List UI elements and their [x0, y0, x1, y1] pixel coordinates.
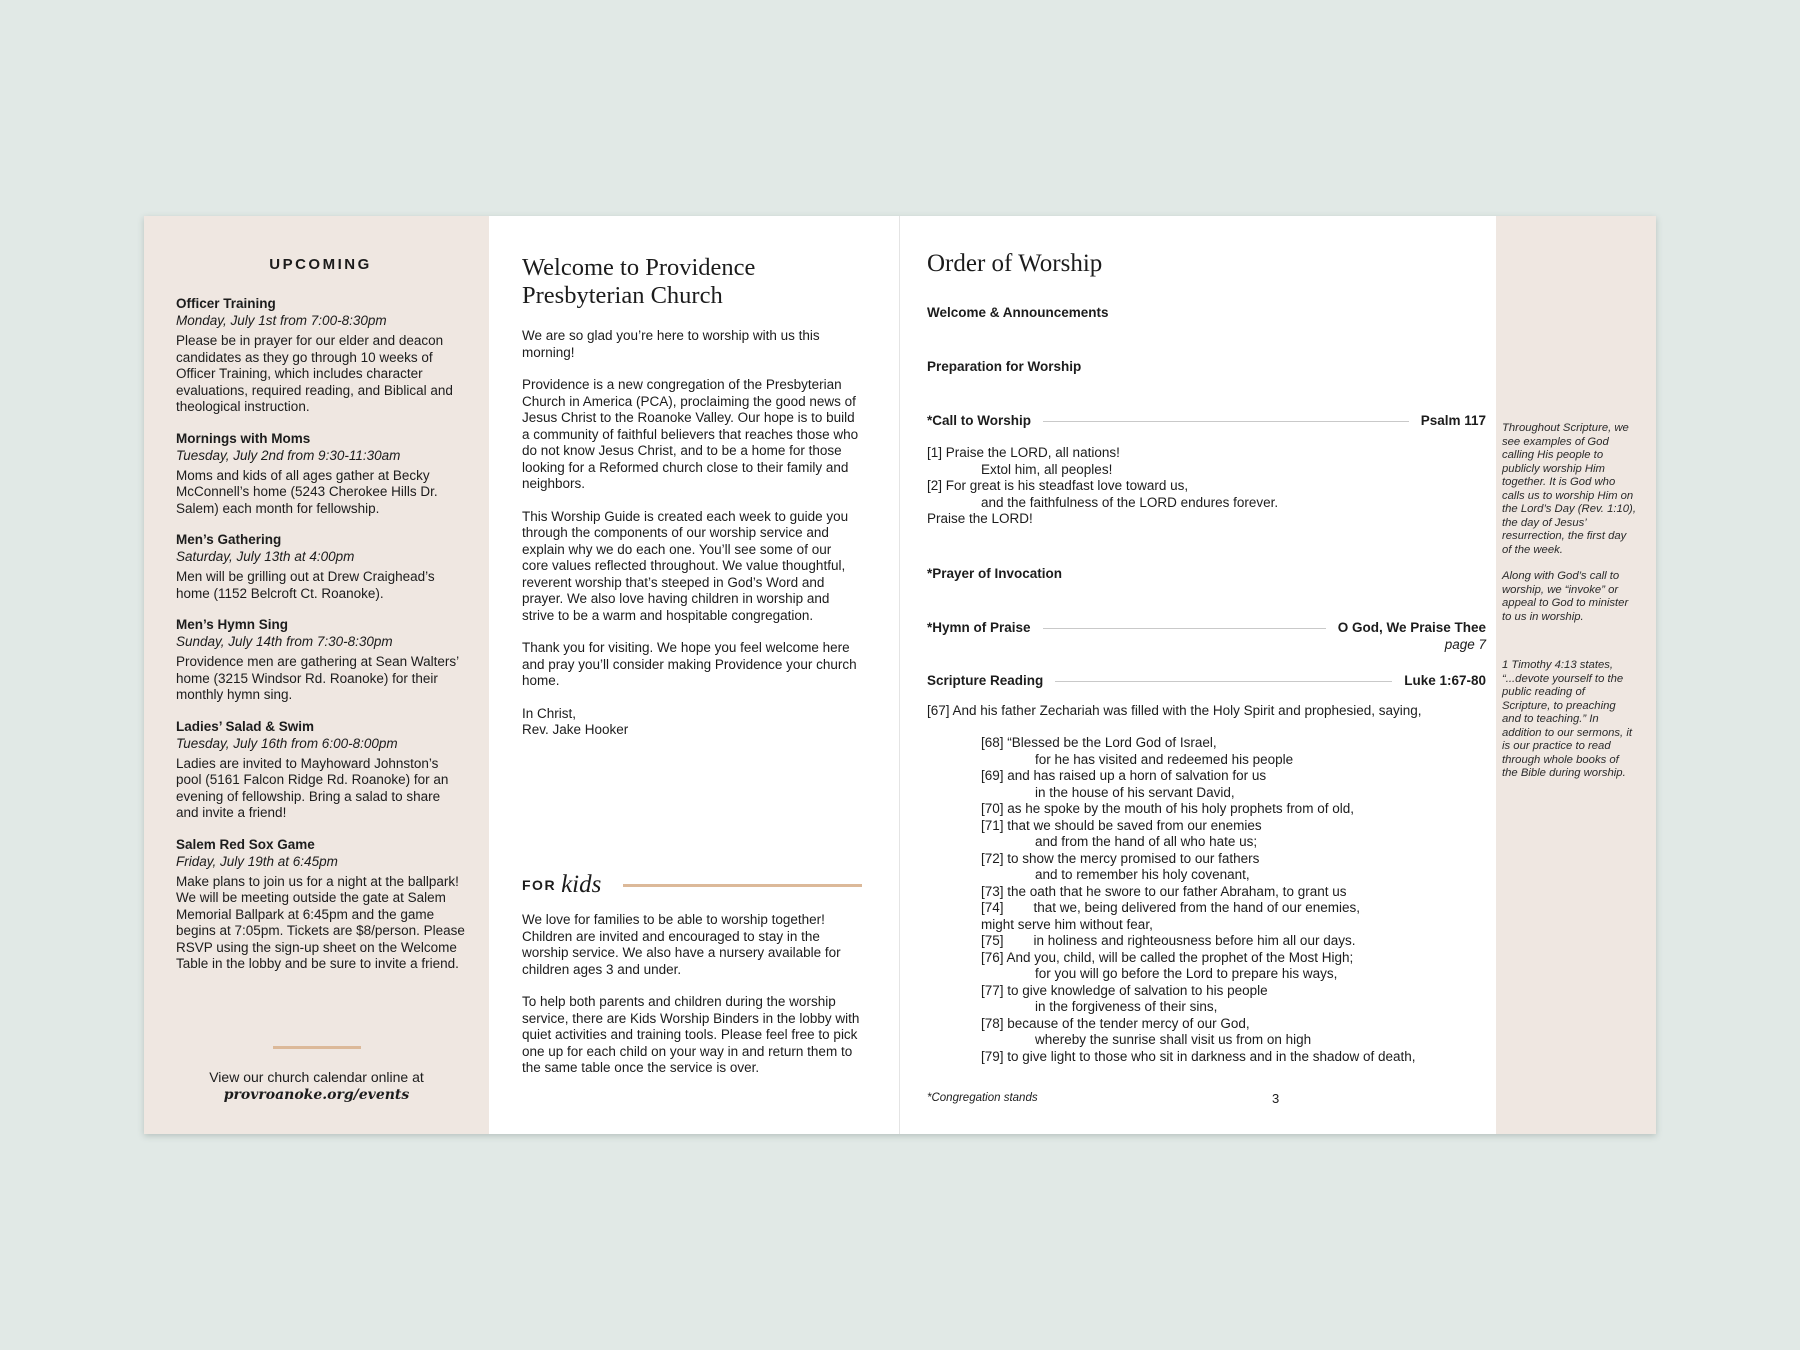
welcome-paragraph: This Worship Guide is created each week to guide you through the components of our worship service and explain why we do each one. You’ll see some of our core values reflected throughout. We value thoughtful, reverent worship that’s steeped in God’s Word and prayer. We also love having children in worship and strive to be a warm and hospitable congregation.	[522, 508, 849, 623]
verse-line: [1] Praise the LORD, all nations!	[927, 445, 1120, 460]
verse-line: [76] And you, child, will be called the prophet of the Most High;	[981, 949, 1354, 965]
verse-line: [68] “Blessed be the Lord God of Israel,	[981, 735, 1217, 750]
section-divider	[273, 1046, 361, 1049]
verse-line: might serve him without fear,	[981, 916, 1153, 932]
verse-line: [71] that we should be saved from our enemies	[981, 817, 1262, 833]
order-of-worship-panel	[900, 216, 1496, 1134]
verse-line: [70] as he spoke by the mouth of his holy prophets from of old,	[981, 801, 1354, 816]
margin-note: 1 Timothy 4:13 states, “...devote yourself to the public reading of Scripture, to preaching and to teaching.” In addition to our sermons, it is our practice to read through whole books of the Bible during worship.	[1502, 659, 1632, 779]
upcoming-panel	[144, 216, 489, 1134]
call-to-worship-text	[927, 445, 1486, 528]
kids-paragraph: To help both parents and children during the worship service, there are Kids Worship Binders in the lobby with quiet activities and training tools. Please feel free to pick one up for each child on your way in and return them to the same table once the service is over.	[522, 994, 860, 1075]
call-to-worship-ref: Psalm 117	[1420, 413, 1486, 428]
worship-item	[927, 304, 1486, 321]
leader-rule	[1043, 421, 1409, 422]
event-title: Officer Training	[176, 296, 276, 311]
verse-line: [73] the oath that he swore to our father Abraham, to grant us	[981, 883, 1347, 899]
verse-line: [75] in holiness and righteousness before him all our days.	[981, 933, 1356, 948]
worship-item	[927, 358, 1486, 375]
kids-paragraph: We love for families to be able to worship together! Children are invited and encouraged to stay in the worship service. We also have a nursery available for children ages 3 and under.	[522, 912, 841, 977]
event-description: Make plans to join us for a night at the ballpark! We will be meeting outside the gate at Salem Memorial Ballpark at 6:45pm and the game begins at 7:05pm. Tickets are $8/person. Please RSVP using the sign-up sheet on the Welcome Table in the lobby and be sure to invite a friend.	[176, 873, 465, 971]
call-to-worship-label: *Call to Worship	[927, 413, 1032, 428]
scripture-reading-label: Scripture Reading	[927, 672, 1044, 688]
event-title: Ladies’ Salad & Swim	[176, 718, 315, 734]
calendar-note	[144, 1068, 489, 1104]
verse-line: and to remember his holy covenant,	[1035, 867, 1250, 882]
calendar-link[interactable]: provroanoke.org/events	[223, 1087, 410, 1103]
verse-line: Extol him, all peoples!	[981, 461, 1113, 477]
verse-line: [2] For great is his steadfast love toward us,	[927, 478, 1189, 493]
event-title: Men’s Hymn Sing	[176, 617, 289, 632]
hymn-label: *Hymn of Praise	[927, 619, 1031, 635]
event-item	[176, 531, 465, 602]
leader-rule	[1043, 628, 1326, 629]
worship-item-hymn	[927, 619, 1486, 636]
welcome-paragraph: We are so glad you’re here to worship with us this morning!	[522, 328, 820, 360]
leader-rule	[1055, 681, 1392, 682]
welcome-title: Welcome to Providence Presbyterian Church	[522, 254, 756, 309]
verse-line: [79] to give light to those who sit in darkness and in the shadow of death,	[981, 1048, 1416, 1064]
verse-line: for he has visited and redeemed his people	[1035, 751, 1294, 767]
verse-line: [78] because of the tender mercy of our God,	[981, 1015, 1250, 1031]
worship-item-invocation	[927, 565, 1486, 582]
upcoming-heading: UPCOMING	[269, 256, 372, 273]
verse-line: and the faithfulness of the LORD endures forever.	[981, 494, 1279, 510]
verse-line: Praise the LORD!	[927, 511, 1033, 526]
verse-line: [74] that we, being delivered from the hand of our enemies,	[981, 900, 1360, 915]
for-kids-body	[522, 912, 861, 1093]
event-description: Please be in prayer for our elder and deacon candidates as they go through 10 weeks of Officer Training, which includes character evaluations, required reading, and Biblical and theological instruction.	[176, 333, 453, 414]
event-title: Mornings with Moms	[176, 430, 311, 446]
verse-line: [69] and has raised up a horn of salvation for us	[981, 768, 1267, 783]
event-item	[176, 430, 465, 518]
page-footer	[927, 1092, 1487, 1104]
event-item	[176, 295, 465, 416]
margin-note: Throughout Scripture, we see examples of God calling His people to publicly worship Him together. It is God who calls us to worship Him on the Lord’s Day (Rev. 1:10), the day of Jesus’ resurrection, the first day of the week.	[1502, 422, 1636, 556]
event-description: Moms and kids of all ages gather at Becky McConnell’s home (5243 Cherokee Hills Dr. Salem) each month for fellowship.	[176, 467, 438, 516]
kids-label: kids	[561, 871, 602, 898]
welcome-announcements-label: Welcome & Announcements	[927, 305, 1109, 320]
event-date: Saturday, July 13th at 4:00pm	[176, 549, 355, 564]
scripture-text	[927, 703, 1486, 1066]
event-title: Men’s Gathering	[176, 532, 282, 547]
event-item	[176, 836, 465, 973]
verse-line: [67] And his father Zechariah was filled with the Holy Spirit and prophesied, saying,	[927, 702, 1422, 718]
for-kids-heading	[522, 870, 862, 900]
event-date: Friday, July 19th at 6:45pm	[176, 853, 338, 869]
heading-rule	[623, 884, 862, 887]
scripture-reading-ref: Luke 1:67-80	[1404, 672, 1486, 688]
verse-line: for you will go before the Lord to prepare his ways,	[1035, 966, 1338, 981]
for-label: FOR	[522, 877, 557, 893]
verse-line: whereby the sunrise shall visit us from on high	[1035, 1032, 1312, 1047]
order-title: Order of Worship	[927, 250, 1103, 277]
verse-line: [72] to show the mercy promised to our fathers	[981, 850, 1260, 866]
event-item	[176, 616, 465, 704]
welcome-paragraph: Thank you for visiting. We hope you feel welcome here and pray you’ll consider making Providence your church home.	[522, 640, 857, 688]
hymn-title: O God, We Praise Thee	[1337, 619, 1486, 635]
verse-line: [77] to give knowledge of salvation to his people	[981, 982, 1268, 998]
event-description: Men will be grilling out at Drew Craighead’s home (1152 Belcroft Ct. Roanoke).	[176, 569, 435, 601]
worship-guide-spread	[144, 216, 1656, 1134]
welcome-panel	[489, 216, 900, 1134]
margin-note: Along with God’s call to worship, we “invoke” or appeal to God to minister to us in worship.	[1502, 570, 1629, 623]
event-date: Monday, July 1st from 7:00-8:30pm	[176, 313, 387, 328]
event-date: Tuesday, July 2nd from 9:30-11:30am	[176, 447, 401, 463]
welcome-signature: Rev. Jake Hooker	[522, 722, 629, 737]
invocation-label: *Prayer of Invocation	[927, 565, 1063, 581]
event-item	[176, 718, 465, 822]
preparation-label: Preparation for Worship	[927, 359, 1082, 374]
calendar-text: View our church calendar online at	[209, 1069, 424, 1085]
event-description: Ladies are invited to Mayhoward Johnston’s pool (5161 Falcon Ridge Rd. Roanoke) for an evening of fellowship. Bring a salad to share and invite a friend!	[176, 755, 449, 820]
verse-gap	[927, 719, 1486, 735]
event-title: Salem Red Sox Game	[176, 836, 315, 852]
event-description: Providence men are gathering at Sean Walters’ home (3215 Windsor Rd. Roanoke) for their monthly hymn sing.	[176, 654, 459, 702]
event-date: Sunday, July 14th from 7:30-8:30pm	[176, 634, 393, 649]
welcome-paragraph: Providence is a new congregation of the Presbyterian Church in America (PCA), proclaiming the good news of Jesus Christ to the Roanoke Valley. Our hope is to build a community of faithful believers that reaches those who do not know Jesus Christ, and to be a home for those looking for a Reformed church close to their family and neighbors.	[522, 377, 859, 491]
margin-notes-panel	[1496, 216, 1656, 1134]
verse-line: in the house of his servant David,	[1035, 784, 1235, 800]
event-date: Tuesday, July 16th from 6:00-8:00pm	[176, 735, 398, 751]
verse-line: and from the hand of all who hate us;	[1035, 834, 1258, 849]
worship-item-scripture	[927, 672, 1486, 689]
worship-item-call	[927, 412, 1486, 429]
hymn-page: page 7	[1444, 636, 1486, 652]
verse-line: in the forgiveness of their sins,	[1035, 999, 1218, 1014]
welcome-closing: In Christ,	[522, 705, 577, 721]
congregation-stands-note: *Congregation stands	[927, 1092, 1038, 1104]
page-number: 3	[1272, 1091, 1280, 1106]
